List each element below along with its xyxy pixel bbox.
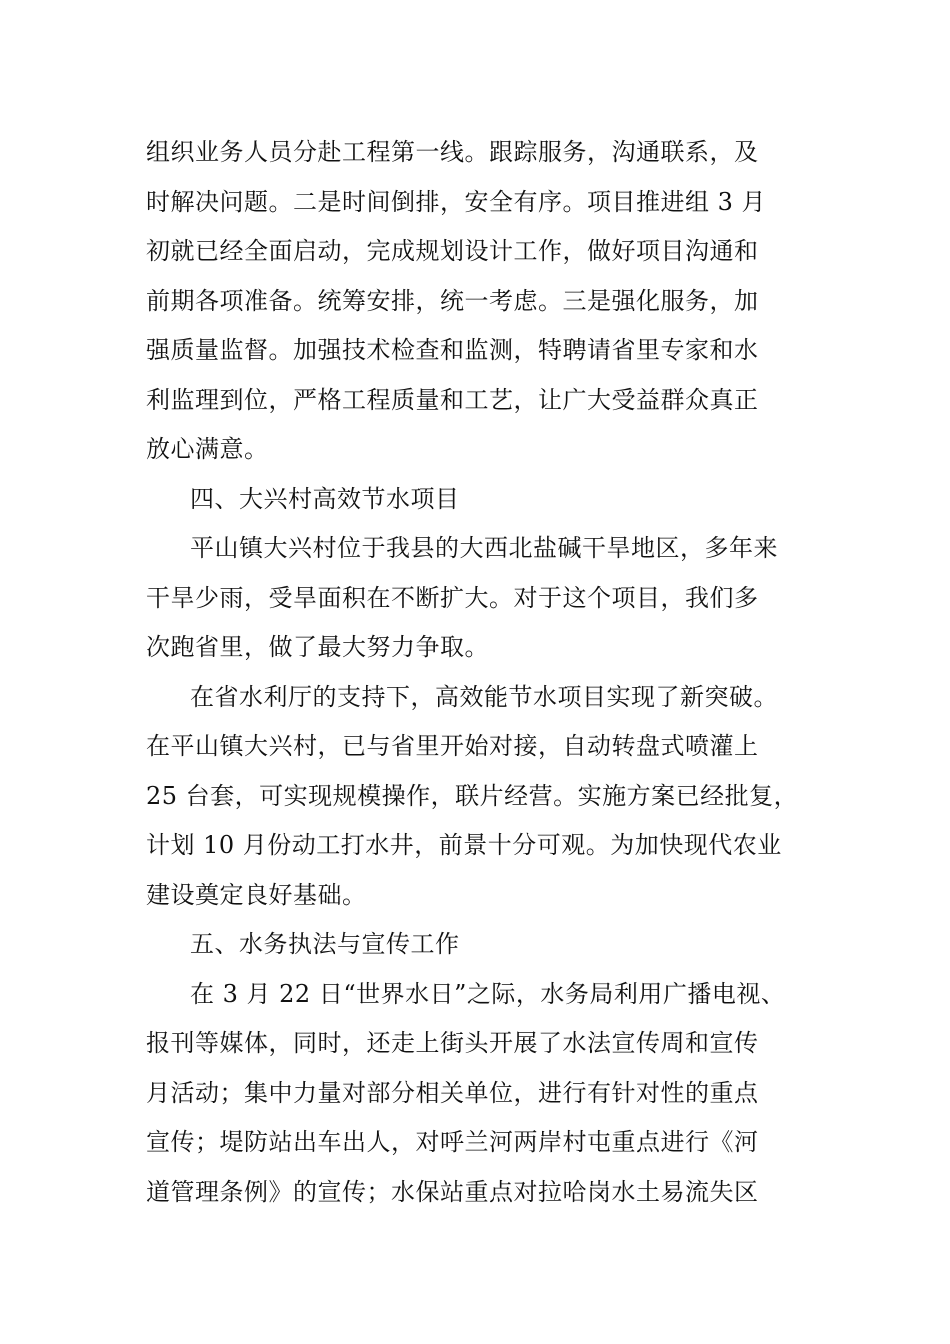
text-line: 宣传；堤防站出车出人，对呼兰河两岸村屯重点进行《河: [146, 1128, 759, 1156]
text-line: 25 台套，可实现规模操作，联片经营。实施方案已经批复，: [146, 781, 799, 810]
text-line: 报刊等媒体，同时，还走上街头开展了水法宣传周和宣传: [146, 1029, 759, 1057]
text-line: 强质量监督。加强技术检查和监测，特聘请省里专家和水: [146, 336, 759, 364]
text-line: 次跑省里，做了最大努力争取。: [146, 633, 489, 661]
text-line: 初就已经全面启动，完成规划设计工作，做好项目沟通和: [146, 237, 759, 265]
text-line: 时解决问题。二是时间倒排，安全有序。项目推进组 3 月: [146, 187, 767, 216]
text-line: 利监理到位，严格工程质量和工艺，让广大受益群众真正: [146, 385, 759, 414]
text-line: 五、水务执法与宣传工作: [190, 930, 460, 958]
text-line: 放心满意。: [146, 435, 269, 463]
text-line: 在省水利厅的支持下，高效能节水项目实现了新突破。: [190, 682, 778, 711]
text-line: 平山镇大兴村位于我县的大西北盐碱干旱地区，多年来: [190, 534, 778, 562]
text-line: 四、大兴村高效节水项目: [190, 484, 460, 513]
text-line: 在平山镇大兴村，已与省里开始对接，自动转盘式喷灌上: [146, 732, 759, 760]
text-line: 组织业务人员分赴工程第一线。跟踪服务，沟通联系，及: [146, 138, 759, 166]
text-line: 月活动；集中力量对部分相关单位，进行有针对性的重点: [146, 1078, 759, 1107]
text-line: 干旱少雨，受旱面积在不断扩大。对于这个项目，我们多: [146, 583, 759, 612]
text-line: 道管理条例》的宣传；水保站重点对拉哈岗水土易流失区: [146, 1177, 759, 1206]
text-line: 前期各项准备。统筹安排，统一考虑。三是强化服务，加: [146, 286, 759, 315]
text-line: 计划 10 月份动工打水井，前景十分可观。为加快现代农业: [146, 831, 782, 859]
text-line: 建设奠定良好基础。: [146, 880, 367, 909]
document-body: [146, 128, 816, 1217]
text-line: 在 3 月 22 日“世界水日”之际，水务局利用广播电视、: [190, 979, 786, 1008]
